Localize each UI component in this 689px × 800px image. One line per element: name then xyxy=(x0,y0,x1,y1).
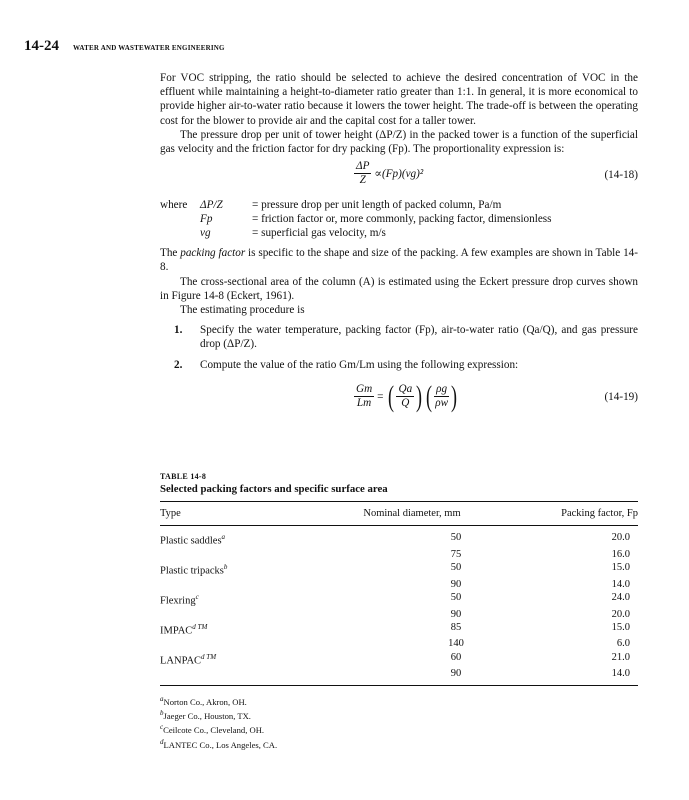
footnote-text: LANTEC Co., Los Angeles, CA. xyxy=(163,739,278,750)
right-paren: ) xyxy=(416,379,423,413)
footnote-mark: c xyxy=(160,723,164,732)
cell-packing-factor: 20.0 xyxy=(611,608,630,620)
equation-14-19 xyxy=(160,378,638,424)
left-paren: ( xyxy=(388,379,395,413)
footnote-text: Jaeger Co., Houston, TX. xyxy=(163,710,251,721)
footnote-mark: b xyxy=(160,708,164,717)
eq2-f1-den: Q xyxy=(401,397,410,410)
table-row xyxy=(160,578,638,591)
running-title: WATER AND WASTEWATER ENGINEERING xyxy=(73,44,225,52)
table-footnotes xyxy=(160,694,638,751)
cell-packing-factor: 14.0 xyxy=(611,578,630,590)
table-14-8 xyxy=(160,472,638,751)
cell-type-footnote-mark: d TM xyxy=(201,652,217,661)
eq2-number: (14-19) xyxy=(604,390,638,403)
cell-type-footnote-mark: c xyxy=(195,592,199,601)
footnote xyxy=(160,722,638,736)
definition-symbol: ΔP/Z xyxy=(200,199,223,212)
cell-type xyxy=(160,578,280,591)
eq2-factor1 xyxy=(396,383,414,410)
cell-type-footnote-mark: a xyxy=(221,533,226,541)
paragraph-pressure-drop: The pressure drop per unit of tower height (ΔP/Z) in the packed tower is a function of the superficial gas velocity and the friction factor for dry packing (Fp). The proportionality expression is: xyxy=(160,128,638,156)
cell-diameter: 85 xyxy=(450,621,462,633)
cell-packing-factor: 15.0 xyxy=(611,561,630,573)
eq2-lhs-den: Lm xyxy=(356,397,372,410)
paragraph-voc-stripping: For VOC stripping, the ratio should be selected to achieve the desired concentration of VOC in the effluent while maintaining a height-to-diameter ratio greater than 1:1. In general, it is more economical to provide higher air-to-water ratio because it lowers the tower height. The trade-off is between the operating cost for the blower to provide air and the capital cost for a taller tower. xyxy=(160,72,638,127)
right-paren: ) xyxy=(451,379,458,413)
paragraph-packing-factor xyxy=(160,246,638,274)
procedure-steps xyxy=(160,323,638,372)
left-paren: ( xyxy=(426,379,433,413)
cell-type: Plastic saddles$^a$ xyxy=(160,533,226,547)
equation-14-18 xyxy=(160,158,638,194)
definition-lead xyxy=(160,226,200,240)
eq2-factor2 xyxy=(434,383,449,410)
cell-packing-factor: 15.0 xyxy=(611,621,630,633)
cell-packing-factor: 21.0 xyxy=(611,651,630,663)
definition-text: = friction factor or, more commonly, packing factor, dimensionless xyxy=(252,213,552,226)
eq2-f2-den: ρw xyxy=(435,397,449,410)
footnote xyxy=(160,737,638,751)
para3-text-b: is specific to the shape and size of the packing. A few examples are shown in Table 14-8. xyxy=(160,247,638,274)
definitions-list xyxy=(160,198,638,240)
eq1-number: (14-18) xyxy=(604,169,638,182)
eq2-lhs-fraction xyxy=(354,383,374,410)
list-item xyxy=(160,323,638,351)
step-number: 1. xyxy=(174,324,183,337)
table-caption: Selected packing factors and specific surface area xyxy=(160,483,388,495)
footnote xyxy=(160,708,638,722)
eq1-fraction xyxy=(354,160,371,187)
definition-lead: where xyxy=(160,199,188,212)
footnote-mark: d xyxy=(160,737,164,746)
table-header-row xyxy=(160,501,638,526)
page-header xyxy=(24,38,225,55)
cell-diameter: 90 xyxy=(450,578,462,590)
eq1-denominator: Z xyxy=(359,174,366,187)
cell-type xyxy=(160,608,280,621)
eq2-lhs-num: Gm xyxy=(356,383,373,396)
footnote-text: Ceilcote Co., Cleveland, OH. xyxy=(163,725,265,736)
cell-packing-factor: 6.0 xyxy=(616,638,630,650)
cell-type: $LANPAC^{d TM}$ xyxy=(160,652,217,667)
paragraph-procedure-intro: The estimating procedure is xyxy=(180,304,305,317)
page-number: 14-24 xyxy=(24,38,59,54)
main-text xyxy=(160,71,638,424)
para3-text-a: The xyxy=(160,247,181,260)
footnote-text: Norton Co., Akron, OH. xyxy=(163,696,247,707)
cell-type-footnote-mark: b xyxy=(223,562,228,571)
definition-row xyxy=(160,212,638,226)
cell-type xyxy=(160,548,280,561)
cell-type: Flexring$^c$ xyxy=(160,592,199,607)
header-packing-factor: Packing factor, Fp xyxy=(561,508,638,519)
step-number: 2. xyxy=(174,358,183,371)
definition-row xyxy=(160,198,638,212)
cell-diameter: 90 xyxy=(450,608,462,620)
cell-type xyxy=(160,667,280,680)
table-row xyxy=(160,667,638,680)
cell-packing-factor: 24.0 xyxy=(611,591,630,603)
table-row xyxy=(160,621,638,638)
definition-row xyxy=(160,226,638,240)
table-row xyxy=(160,651,638,668)
header-type: Type xyxy=(160,508,181,519)
cell-packing-factor: 14.0 xyxy=(611,668,630,680)
cell-type-footnote-mark: d TM xyxy=(192,622,208,631)
table-label: TABLE 14-8 xyxy=(160,472,207,481)
cell-diameter: 60 xyxy=(450,651,462,663)
header-diameter: Nominal diameter, mm xyxy=(363,508,461,519)
cell-diameter: 50 xyxy=(450,532,462,543)
table-row xyxy=(160,548,638,561)
footnote-mark: a xyxy=(160,694,164,703)
paragraph-cross-section: The cross-sectional area of the column (A) is estimated using the Eckert pressure drop curves shown in Figure 14-8 (Eckert, 1961). xyxy=(160,275,638,302)
cell-packing-factor: 20.0 xyxy=(611,532,630,543)
cell-type: $IMPAC^{d TM}$ xyxy=(160,622,208,637)
step-text: Compute the value of the ratio Gm/Lm using the following expression: xyxy=(200,358,519,371)
eq2-f1-num: Qa xyxy=(398,383,413,396)
cell-diameter: 50 xyxy=(450,561,462,573)
cell-diameter: 90 xyxy=(450,668,462,680)
definition-symbol: Fp xyxy=(200,213,213,226)
table-row xyxy=(160,637,638,650)
cell-diameter: 75 xyxy=(450,548,462,560)
table-row xyxy=(160,608,638,621)
definition-symbol: vg xyxy=(200,227,211,240)
eq1-numerator: ΔP xyxy=(356,160,370,173)
footnote xyxy=(160,694,638,708)
table-row xyxy=(160,561,638,578)
table-body xyxy=(160,526,638,686)
list-item xyxy=(160,358,638,372)
definition-lead xyxy=(160,212,200,226)
table-row xyxy=(160,591,638,608)
eq1-rhs: ∝(Fp)(vg)² xyxy=(374,167,424,180)
cell-packing-factor: 16.0 xyxy=(611,548,630,560)
eq2-equals: = xyxy=(377,390,384,403)
definition-text: = pressure drop per unit length of packed column, Pa/m xyxy=(252,199,502,212)
cell-type: Plastic tripacks$^b$ xyxy=(160,562,228,577)
step-text: Specify the water temperature, packing factor (Fp), air-to-water ratio (Qa/Q), and gas pressure drop (ΔP/Z). xyxy=(200,324,638,351)
cell-diameter: 140 xyxy=(448,638,464,650)
cell-diameter: 50 xyxy=(450,591,462,603)
cell-type xyxy=(160,637,280,650)
table-row xyxy=(160,531,638,548)
para3-emphasis: packing factor xyxy=(180,247,246,260)
definition-text: = superficial gas velocity, m/s xyxy=(252,227,386,240)
eq2-f2-num: ρg xyxy=(436,383,448,396)
